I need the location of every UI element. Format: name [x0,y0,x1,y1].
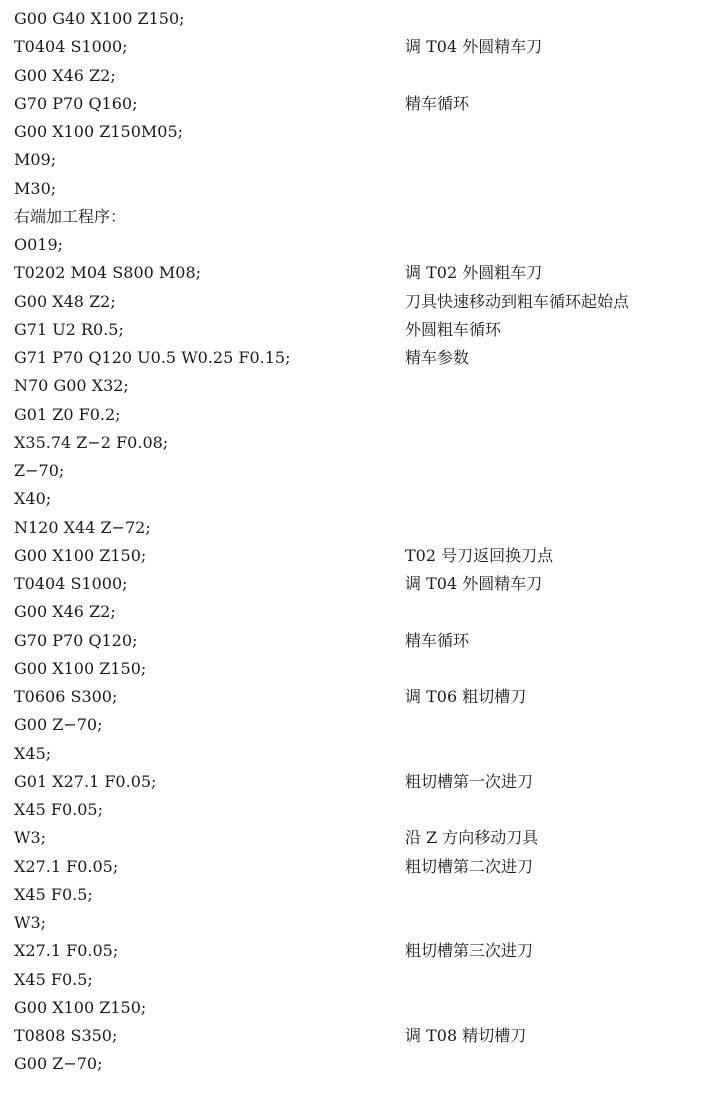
code-text: G01 Z0 F0.2; [14,404,121,424]
code-text: G00 Z−70; [14,715,103,735]
program-line [0,1050,709,1078]
program-line [0,824,709,852]
program-line [0,514,709,542]
program-line [0,740,709,768]
code-text: T0404 S1000; [14,574,128,593]
code-text: N120 X44 Z−72; [14,517,151,537]
program-line [0,655,709,683]
program-line [0,429,709,457]
code-text: X40; [14,489,52,509]
code-text: T0404 S1000; [14,37,128,57]
code-text: X27.1 F0.05; [14,941,119,961]
program-line [0,881,709,909]
code-text: G00 X46 Z2; [14,65,116,85]
code-text: G00 Z−70; [14,1054,103,1074]
code-text: G00 X100 Z150M05; [14,122,184,141]
code-text: X27.1 F0.05; [14,856,119,876]
comment-text: 调 T08 精切槽刀 [405,1026,527,1045]
program-line [0,627,709,655]
comment-text: 粗切槽第一次进刀 [405,771,534,791]
program-line [0,372,709,400]
program-line [0,570,709,598]
code-text: G00 X100 Z150; [14,658,147,678]
code-text: X45 F0.05; [14,800,103,819]
comment-text: 刀具快速移动到粗车循环起始点 [405,291,630,311]
program-line [0,768,709,796]
comment-text: T02 号刀返回换刀点 [405,545,554,565]
program-line [0,937,709,965]
code-text: G00 X46 Z2; [14,602,116,622]
program-line [0,401,709,429]
program-line [0,994,709,1022]
code-text: 右端加工程序： [14,206,127,226]
program-line [0,146,709,174]
code-text: G71 P70 Q120 U0.5 W0.25 F0.15; [14,348,291,367]
program-line [0,853,709,881]
comment-text: 精车循环 [405,630,470,650]
program-line [0,259,709,287]
program-line [0,90,709,118]
code-text: G00 X100 Z150; [14,997,147,1017]
comment-text: 调 T06 粗切槽刀 [405,687,527,706]
section-heading [0,203,709,231]
program-line [0,288,709,316]
code-text: X35.74 Z−2 F0.08; [14,432,169,452]
code-text: G00 X100 Z150; [14,545,147,565]
comment-text: 沿 Z 方向移动刀具 [405,828,539,848]
code-text: X45 F0.5; [14,969,93,989]
code-text: W3; [14,828,47,848]
program-line [0,683,709,711]
program-line [0,542,709,570]
program-line [0,909,709,937]
code-text: M30; [14,178,57,198]
program-line [0,796,709,824]
code-text: G01 X27.1 F0.05; [14,771,157,791]
code-text: M09; [14,150,57,170]
program-line [0,344,709,372]
code-text: X45 F0.5; [14,884,93,904]
comment-text: 调 T04 外圆精车刀 [405,37,543,57]
program-line [0,316,709,344]
code-text: G71 U2 R0.5; [14,319,124,339]
code-text: T0202 M04 S800 M08; [14,263,202,283]
code-text: G70 P70 Q160; [14,93,138,113]
comment-text: 外圆粗车循环 [405,319,502,339]
code-text: W3; [14,913,47,932]
program-line [0,1022,709,1050]
code-text: X45; [14,743,52,763]
code-text: T0606 S300; [14,687,118,706]
comment-text: 精车参数 [405,348,470,367]
program-line [0,485,709,513]
code-text: G70 P70 Q120; [14,630,138,650]
comment-text: 粗切槽第三次进刀 [405,941,534,961]
comment-text: 精车循环 [405,93,470,113]
comment-text: 粗切槽第二次进刀 [405,856,534,876]
program-line [0,711,709,739]
code-text: G00 X48 Z2; [14,291,116,311]
code-text: Z−70; [14,461,65,480]
code-text: N70 G00 X32; [14,376,129,396]
code-text: O019; [14,235,64,254]
program-line [0,62,709,90]
program-line [0,33,709,61]
program-line [0,598,709,626]
program-line [0,966,709,994]
program-line [0,175,709,203]
cnc-program-listing [0,5,709,1079]
comment-text: 调 T04 外圆精车刀 [405,574,543,593]
code-text: G00 G40 X100 Z150; [14,9,185,28]
program-line [0,231,709,259]
comment-text: 调 T02 外圆粗车刀 [405,263,543,283]
program-line [0,457,709,485]
code-text: T0808 S350; [14,1026,118,1045]
program-line [0,5,709,33]
program-line [0,118,709,146]
